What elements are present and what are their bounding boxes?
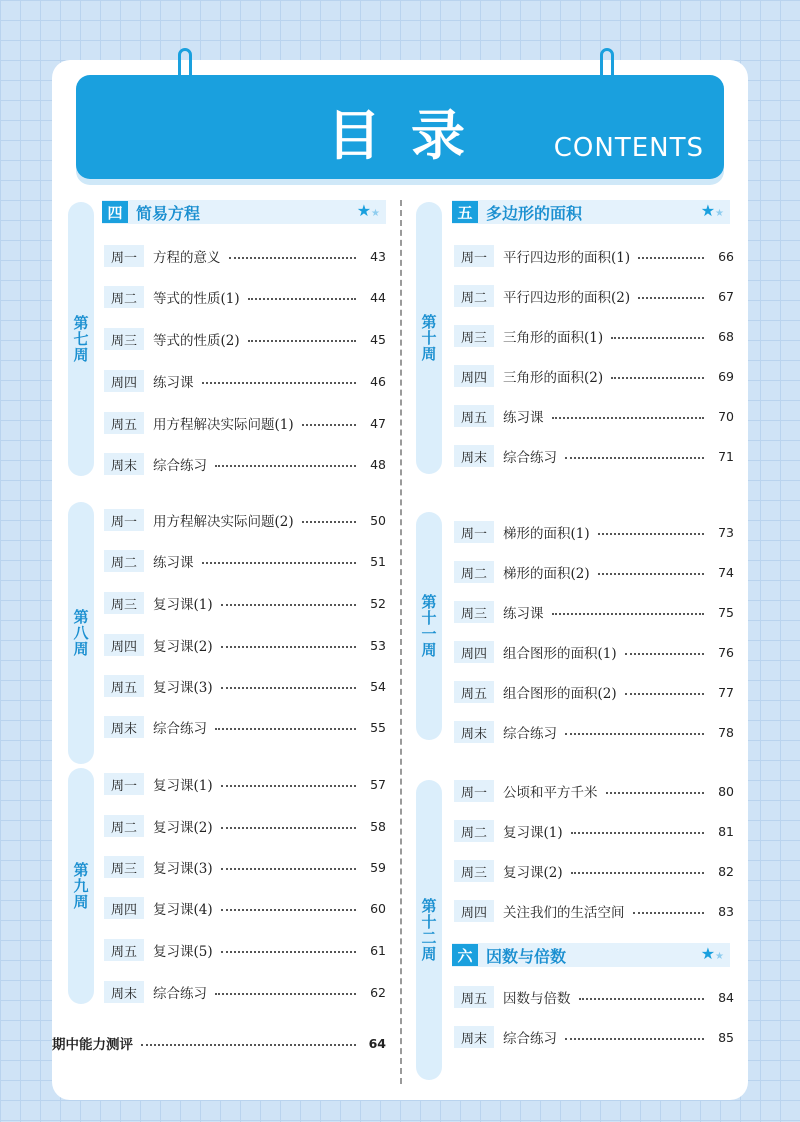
page-number: 47 [370, 415, 386, 431]
toc-entry[interactable] [104, 286, 386, 308]
day-label: 周四 [104, 897, 144, 919]
day-label: 周三 [454, 325, 494, 347]
unit-number: 四 [102, 201, 128, 223]
entry-title: 复习课(3) [153, 680, 213, 696]
entry-title: 组合图形的面积(1) [503, 646, 617, 662]
toc-entry[interactable] [454, 245, 734, 267]
day-label: 周五 [454, 986, 494, 1008]
entry-title: 组合图形的面积(2) [503, 686, 617, 702]
toc-entry[interactable] [104, 592, 386, 614]
entry-title: 等式的性质(1) [153, 291, 240, 307]
day-label: 周三 [104, 328, 144, 350]
dot-leader [552, 417, 705, 419]
day-label: 周四 [454, 365, 494, 387]
page-number: 66 [718, 248, 734, 264]
dot-leader [571, 832, 704, 834]
page-number: 44 [370, 289, 386, 305]
dot-leader [625, 653, 704, 655]
entry-title: 复习课(4) [153, 902, 213, 918]
dot-leader [625, 693, 704, 695]
toc-entry[interactable] [454, 405, 734, 427]
week-tab-12 [416, 780, 442, 1080]
day-label: 周末 [104, 716, 144, 738]
entry-title: 复习课(1) [503, 825, 563, 841]
page-number: 85 [718, 1029, 734, 1045]
unit-number: 六 [452, 944, 478, 966]
entry-title: 梯形的面积(2) [503, 566, 590, 582]
day-label: 周二 [454, 285, 494, 307]
page-number: 61 [370, 942, 386, 958]
entry-title: 等式的性质(2) [153, 333, 240, 349]
page-number: 70 [718, 408, 734, 424]
page-number: 58 [370, 818, 386, 834]
star-icon: ★★ [356, 201, 380, 220]
entry-title: 综合练习 [153, 986, 207, 1002]
day-label: 周一 [104, 245, 144, 267]
unit-header-6 [452, 943, 730, 967]
day-label: 周二 [104, 550, 144, 572]
dot-leader [141, 1044, 356, 1046]
toc-entry[interactable] [104, 412, 386, 434]
dot-leader [215, 728, 356, 730]
midterm-title: 期中能力测评 [52, 1037, 133, 1053]
day-label: 周一 [454, 245, 494, 267]
toc-entry[interactable] [454, 521, 734, 543]
entry-title: 用方程解决实际问题(1) [153, 417, 294, 433]
day-label: 周末 [454, 1026, 494, 1048]
toc-entry[interactable] [104, 897, 386, 919]
day-label: 周一 [104, 773, 144, 795]
entry-title: 复习课(3) [153, 861, 213, 877]
entry-title: 用方程解决实际问题(2) [153, 514, 294, 530]
page-number: 75 [718, 604, 734, 620]
day-label: 周末 [104, 981, 144, 1003]
toc-entry[interactable] [454, 900, 734, 922]
week-tab-9 [68, 768, 94, 1004]
entry-title: 三角形的面积(1) [503, 330, 604, 346]
entry-title: 梯形的面积(1) [503, 526, 590, 542]
day-label: 周三 [454, 860, 494, 882]
entry-title: 复习课(1) [153, 778, 213, 794]
unit-title: 多边形的面积 [486, 203, 583, 223]
page-number: 51 [370, 553, 386, 569]
star-icon: ★★ [700, 944, 724, 963]
dot-leader [215, 465, 356, 467]
page-number: 54 [370, 678, 386, 694]
page-title: 目录 [327, 104, 495, 167]
day-label: 周二 [454, 561, 494, 583]
day-label: 周四 [454, 641, 494, 663]
page-number: 84 [718, 989, 734, 1005]
day-label: 周二 [104, 286, 144, 308]
entry-title: 综合练习 [503, 450, 557, 466]
dot-leader [638, 297, 704, 299]
week-label: 第八周 [71, 609, 90, 657]
day-label: 周三 [104, 856, 144, 878]
day-label: 周四 [104, 634, 144, 656]
page-number: 78 [718, 724, 734, 740]
toc-entry[interactable] [104, 634, 386, 656]
dot-leader [611, 377, 704, 379]
column-divider [400, 200, 402, 1084]
page-number: 53 [370, 637, 386, 653]
toc-entry[interactable] [454, 820, 734, 842]
day-label: 周一 [454, 521, 494, 543]
day-label: 周二 [454, 820, 494, 842]
midterm-page: 64 [368, 1035, 386, 1051]
dot-leader [611, 337, 704, 339]
day-label: 周五 [454, 681, 494, 703]
page-number: 81 [718, 823, 734, 839]
entry-title: 复习课(2) [153, 820, 213, 836]
toc-entry[interactable] [454, 780, 734, 802]
week-tab-7 [68, 202, 94, 476]
dot-leader [221, 604, 356, 606]
day-label: 周末 [104, 453, 144, 475]
dot-leader [248, 340, 356, 342]
dot-leader [565, 457, 704, 459]
star-icon: ★★ [700, 201, 724, 220]
page-number: 60 [370, 900, 386, 916]
week-label: 第十一周 [419, 594, 438, 658]
page-number: 80 [718, 783, 734, 799]
page-subtitle: CONTENTS [553, 133, 704, 163]
day-label: 周五 [454, 405, 494, 427]
page-number: 71 [718, 448, 734, 464]
toc-entry[interactable] [104, 370, 386, 392]
entry-title: 综合练习 [503, 726, 557, 742]
toc-entry[interactable] [104, 939, 386, 961]
toc-entry[interactable] [104, 675, 386, 697]
day-label: 周三 [104, 592, 144, 614]
dot-leader [229, 257, 357, 259]
dot-leader [565, 733, 704, 735]
entry-title: 综合练习 [153, 458, 207, 474]
day-label: 周末 [454, 445, 494, 467]
dot-leader [221, 951, 356, 953]
entry-title: 三角形的面积(2) [503, 370, 604, 386]
entry-title: 方程的意义 [153, 250, 221, 266]
toc-entry[interactable] [454, 986, 734, 1008]
page-number: 59 [370, 859, 386, 875]
day-label: 周二 [104, 815, 144, 837]
page-number: 77 [718, 684, 734, 700]
entry-title: 关注我们的生活空间 [503, 905, 625, 921]
toc-entry[interactable] [454, 1026, 734, 1048]
dot-leader [302, 424, 356, 426]
toc-entry[interactable] [104, 509, 386, 531]
unit-number: 五 [452, 201, 478, 223]
entry-title: 练习课 [503, 410, 544, 426]
entry-title: 平行四边形的面积(2) [503, 290, 631, 306]
unit-header-5 [452, 200, 730, 224]
dot-leader [202, 562, 357, 564]
toc-entry[interactable] [104, 856, 386, 878]
page-number: 83 [718, 903, 734, 919]
page-number: 50 [370, 512, 386, 528]
entry-title: 平行四边形的面积(1) [503, 250, 631, 266]
dot-leader [221, 868, 356, 870]
dot-leader [202, 382, 357, 384]
entry-title: 因数与倍数 [503, 991, 571, 1007]
dot-leader [579, 998, 705, 1000]
week-label: 第十周 [419, 314, 438, 362]
page-number: 62 [370, 984, 386, 1000]
entry-title: 复习课(2) [503, 865, 563, 881]
unit-title: 简易方程 [136, 203, 201, 223]
week-tab-8 [68, 502, 94, 764]
page-number: 74 [718, 564, 734, 580]
entry-title: 公顷和平方千米 [503, 785, 598, 801]
day-label: 周五 [104, 939, 144, 961]
entry-title: 练习课 [153, 555, 194, 571]
week-tab-10 [416, 202, 442, 474]
page-number: 48 [370, 456, 386, 472]
entry-title: 复习课(5) [153, 944, 213, 960]
entry-title: 练习课 [503, 606, 544, 622]
midterm-entry[interactable] [52, 1032, 386, 1054]
dot-leader [638, 257, 704, 259]
dot-leader [571, 872, 704, 874]
toc-entry[interactable] [104, 453, 386, 475]
day-label: 周四 [104, 370, 144, 392]
dot-leader [606, 792, 705, 794]
dot-leader [302, 521, 356, 523]
unit-title: 因数与倍数 [486, 946, 567, 966]
page-number: 43 [370, 248, 386, 264]
toc-entry[interactable] [104, 716, 386, 738]
toc-entry[interactable] [454, 601, 734, 623]
toc-entry[interactable] [454, 641, 734, 663]
page-number: 57 [370, 776, 386, 792]
unit-header-4 [102, 200, 386, 224]
week-label: 第十二周 [419, 898, 438, 962]
toc-entry[interactable] [104, 981, 386, 1003]
page-number: 68 [718, 328, 734, 344]
dot-leader [221, 909, 356, 911]
toc-entry[interactable] [454, 285, 734, 307]
dot-leader [565, 1038, 704, 1040]
dot-leader [221, 827, 356, 829]
dot-leader [248, 298, 356, 300]
toc-entry[interactable] [454, 681, 734, 703]
toc-entry[interactable] [454, 721, 734, 743]
week-tab-11 [416, 512, 442, 740]
entry-title: 复习课(1) [153, 597, 213, 613]
dot-leader [598, 573, 704, 575]
day-label: 周三 [454, 601, 494, 623]
toc-entry[interactable] [104, 815, 386, 837]
toc-entry[interactable] [454, 860, 734, 882]
day-label: 周五 [104, 412, 144, 434]
dot-leader [221, 646, 356, 648]
page-number: 52 [370, 595, 386, 611]
page-number: 69 [718, 368, 734, 384]
dot-leader [633, 912, 705, 914]
page-number: 76 [718, 644, 734, 660]
toc-entry[interactable] [104, 328, 386, 350]
dot-leader [598, 533, 704, 535]
entry-title: 综合练习 [503, 1031, 557, 1047]
entry-title: 练习课 [153, 375, 194, 391]
week-label: 第九周 [71, 862, 90, 910]
entry-title: 复习课(2) [153, 639, 213, 655]
day-label: 周一 [104, 509, 144, 531]
toc-entry[interactable] [454, 365, 734, 387]
day-label: 周一 [454, 780, 494, 802]
toc-entry[interactable] [104, 773, 386, 795]
title-banner [76, 75, 724, 179]
day-label: 周五 [104, 675, 144, 697]
page-number: 45 [370, 331, 386, 347]
dot-leader [552, 613, 705, 615]
contents-page [52, 60, 748, 1100]
week-label: 第七周 [71, 315, 90, 363]
entry-title: 综合练习 [153, 721, 207, 737]
toc-entry[interactable] [454, 325, 734, 347]
day-label: 周四 [454, 900, 494, 922]
page-number: 73 [718, 524, 734, 540]
day-label: 周末 [454, 721, 494, 743]
page-number: 46 [370, 373, 386, 389]
dot-leader [221, 687, 356, 689]
dot-leader [221, 785, 356, 787]
toc-entry[interactable] [454, 561, 734, 583]
dot-leader [215, 993, 356, 995]
toc-entry[interactable] [454, 445, 734, 467]
toc-entry[interactable] [104, 550, 386, 572]
page-number: 55 [370, 719, 386, 735]
toc-entry[interactable] [104, 245, 386, 267]
page-number: 67 [718, 288, 734, 304]
page-number: 82 [718, 863, 734, 879]
